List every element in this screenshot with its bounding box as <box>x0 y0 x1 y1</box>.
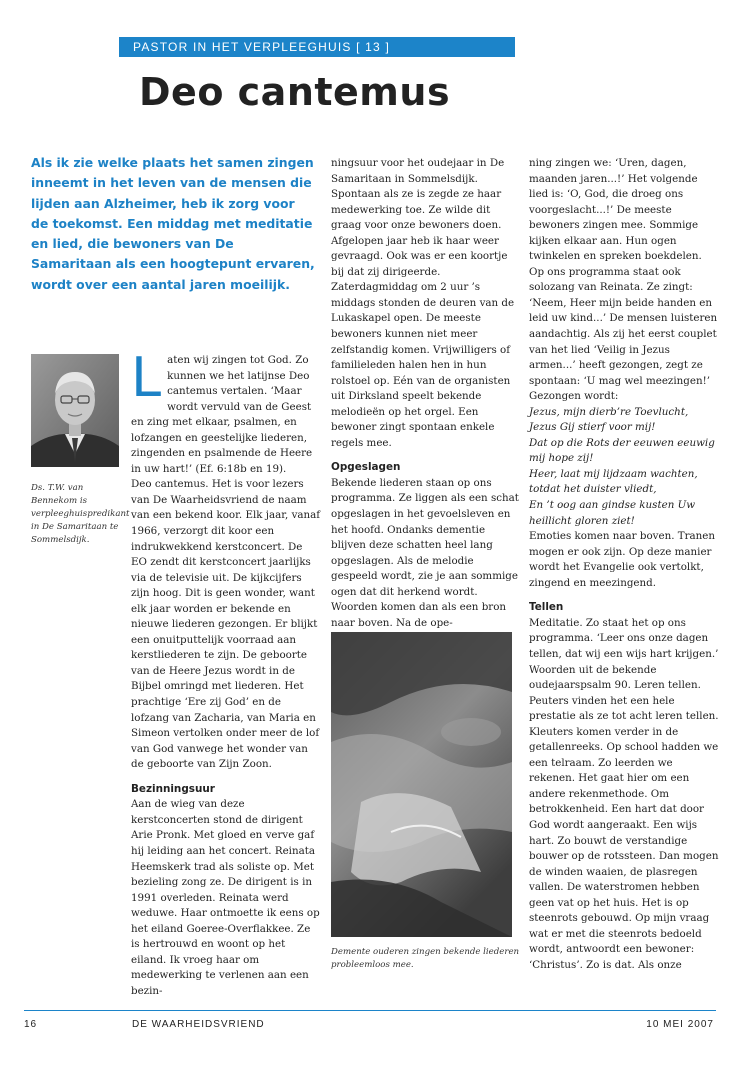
section-heading: Bezinningsuur <box>131 782 215 795</box>
photo-image <box>331 632 512 937</box>
paragraph: Deo cantemus. Het is voor lezers van De Waarheidsvriend de naam van een bekend koor. Elk jaar, vanaf 1966, verzorgt dit koor een indrukwekkend kerstconcert. De EO zendt dit kerstconcert jaarlijks via de televisie uit. De kijkcijfers zijn hoog. Dit is geen wonder, want elk jaar worden er bekende en nieuwe liederen gezongen. Er blijkt een onuitputtelijk voorraad aan kerstliederen te zijn. De geboorte van de Heere Jezus wordt in de Bijbel omringd met liederen. Het prachtige ‘Ere zij God’ en de lofzang van Zacharia, van Maria en Simeon vertolken onder meer de lof van God vanwege het wonder van de geboorte van Zijn Zoon. <box>131 478 321 771</box>
drop-cap: L <box>131 346 162 409</box>
hymn-verse-line: Heer, laat mij lijdzaam wachten, totdat het duister vliedt, <box>529 467 698 496</box>
page-number: 16 <box>24 1019 38 1030</box>
footer-rule <box>24 1010 716 1011</box>
article-title: Deo cantemus <box>139 70 451 114</box>
column-2 <box>331 156 521 631</box>
paragraph: Meditatie. Zo staat het op ons programma. ‘Leer ons onze dagen tellen, dat wij een wijs hart krijgen.’ Woorden uit de bekende oudejaarspsalm 90. Leren tellen. Peuters vinden het een hele prestatie als ze tot acht leren tellen. Kleuters komen verder in de getallenreeks. Op school hadden we een telraam. Zo leerden we rekenen. Het gaat hier om een andere rekenmethode. Om betrokkenheid. Een hart dat door God wordt aangeraakt. Een wijs hart. Zo bouwt de verstandige bouwer op de rotssteen. Dan mogen de winden waaien, de plasregen vallen. De waterstromen hebben geen vat op het huis. Het is op steenrots gebouwd. Op mijn vraag wat er met die steenrots bedoeld wordt, antwoordt een bewoner: ‘Christus’. Zo is dat. Als onze <box>529 616 719 971</box>
portrait-image <box>31 354 119 467</box>
issue-date: 10 MEI 2007 <box>646 1019 714 1030</box>
paragraph: aten wij zingen tot God. Zo kunnen we het latijnse Deo cantemus vertalen. ‘Maar wordt vervuld van de Geest en zing met elkaar, psalmen, en lofzangen en geestelijke liederen, zingenden en psalmende de Heere in uw hart!’ (Ef. 6:18b en 19). <box>131 354 313 475</box>
paragraph: ning zingen we: ‘Uren, dagen, maanden jaren...!’ Het volgende lied is: ‘O, God, die droeg ons voorgeslacht...!’ De meeste bewoners zingen mee. Sommige kijken elkaar aan. Hun ogen twinkelen en spreken boekdelen. <box>529 157 702 263</box>
photo-caption: Demente ouderen zingen bekende liederen probleemloos mee. <box>331 947 520 970</box>
paragraph: ningsuur voor het oudejaar in De Samaritaan in Sommelsdijk. Spontaan als ze is zegde ze haar medewerking toe. Ze wilde dit graag voor onze bewoners doen. Afgelopen jaar heb ik haar weer gevraagd. Ook was er een koortje bij dat zij dirigeerde. <box>331 157 508 278</box>
hymn-verse-line: En ’t oog aan gindse kusten Uw heillicht gloren ziet! <box>529 499 696 527</box>
column-1 <box>131 346 321 999</box>
hymn-verse-line: Jezus, mijn dierb’re Toevlucht, Jezus Gij stierf voor mij! <box>529 405 689 434</box>
paragraph: Emoties komen naar boven. Tranen mogen er ook zijn. Op deze manier wordt het Evangelie ook vertolkt, zingend en meezingend. <box>529 530 716 589</box>
paragraph: Zaterdagmiddag om 2 uur ’s middags stonden de deuren van de Lukaskapel open. De meeste bewoners kunnen niet meer zelfstandig komen. Vrijwilligers of familieleden halen hen in hun rolstoel op. Eén van de organisten uit Dirksland speelt bekende melodieën op het orgel. Een bewoner zingt spontaan enkele regels mee. <box>331 281 515 449</box>
hymn-verse-line: Dat op die Rots der eeuwen eeuwig mij hope zij! <box>529 436 715 465</box>
magazine-name: DE WAARHEIDSVRIEND <box>132 1019 265 1030</box>
paragraph: Gezongen wordt: <box>529 390 619 403</box>
section-rubric <box>119 37 515 57</box>
paragraph: Aan de wieg van deze kerstconcerten stond de dirigent Arie Pronk. Met gloed en verve gaf hij leiding aan het concert. Reinata Heemskerk trad als soliste op. Met bezieling zong ze. De dirigent is in 1991 overleden. Reinata werd weduwe. Haar ontmoette ik eens op het eiland Goeree-Overflakkee. Ze is hertrouwd en woont op het eiland. Ik vroeg haar om medewerking te verlenen aan een bezin- <box>131 798 320 997</box>
section-heading: Tellen <box>529 601 564 614</box>
portrait-caption: Ds. T.W. van Bennekom is verpleeghuispredikant in De Samaritaan te Sommelsdijk. <box>31 483 130 545</box>
rubric-text: PASTOR IN HET VERPLEEGHUIS [ 13 ] <box>133 40 391 54</box>
author-portrait <box>31 354 119 467</box>
paragraph: Op ons programma staat ook solozang van Reinata. Ze zingt: ‘Neem, Heer mijn beide handen en leid uw kind...’ De mensen luisteren aandachtig. Als zij het eerst couplet van het lied ‘Veilig in Jezus armen...’ heeft gezongen, zegt ze spontaan: ‘U mag wel meezingen!’ <box>529 265 718 387</box>
paragraph: Bekende liederen staan op ons programma. Ze liggen als een schat opgeslagen in het gevoelsleven en het hoofd. Ondanks dementie blijven deze schatten heel lang opgeslagen. Als de melodie gespeeld wordt, zie je aan sommige ogen dat dit herkend wordt. Woorden komen dan als een bron naar boven. Na de ope- <box>331 476 519 629</box>
intro-lead: Als ik zie welke plaats het samen zingen inneemt in het leven van de mensen die lijden aan Alzheimer, heb ik zorg voor de toekomst. Een middag met meditatie en lied, die bewoners van De Samaritaan als een hoogtepunt ervaren, wordt over een aantal jaren moeilijk. <box>31 155 315 292</box>
section-heading: Opgeslagen <box>331 461 401 474</box>
column-3 <box>529 156 719 973</box>
article-photo <box>331 632 512 937</box>
